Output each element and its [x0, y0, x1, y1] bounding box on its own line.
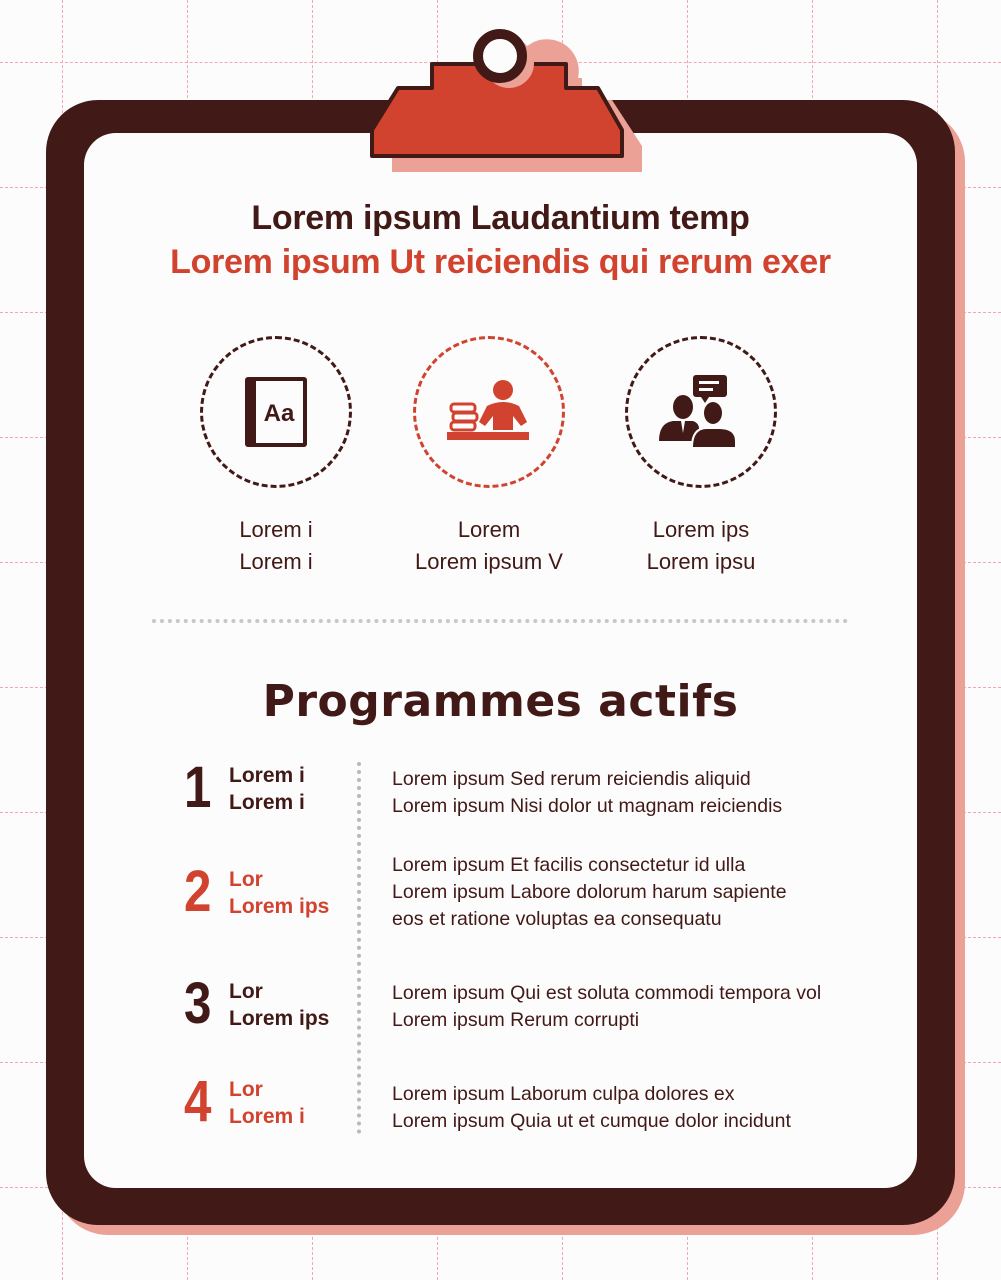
dictionary-book-icon	[243, 375, 309, 449]
program-description-line: Lorem ipsum Et facilis consectetur id ulla	[392, 854, 746, 876]
program-description-line: Lorem ipsum Laborum culpa dolores ex	[392, 1083, 735, 1105]
header-title: Lorem ipsum Laudantium temp	[251, 199, 750, 237]
program-name-line1: Lor	[229, 868, 263, 891]
program-description-line: Lorem ipsum Nisi dolor ut magnam reiciendis	[392, 795, 783, 817]
feature-item	[591, 336, 811, 578]
program-description-line: Lorem ipsum Rerum corrupti	[392, 1009, 640, 1031]
feature-label	[166, 514, 386, 578]
program-number: 3	[184, 971, 212, 1036]
svg-text:Aa: Aa	[263, 400, 295, 427]
dashed-ring	[413, 336, 565, 488]
program-name-line1: Lorem i	[229, 764, 305, 787]
program-description	[392, 980, 821, 1034]
program-name-line2: Lorem i	[229, 791, 305, 814]
program-name-line2: Lorem ips	[229, 1007, 330, 1030]
program-name	[229, 1076, 305, 1130]
feature-label	[591, 514, 811, 578]
program-description	[392, 766, 782, 820]
feature-label	[379, 514, 599, 578]
feature-label-line1: Lorem i	[239, 517, 313, 542]
feature-label-line1: Lorem ips	[652, 517, 750, 542]
conversation-people-icon	[659, 375, 743, 449]
programs-separator	[357, 762, 361, 1134]
program-description	[392, 1081, 791, 1135]
program-name-line1: Lor	[229, 1078, 263, 1101]
program-number: 4	[184, 1069, 212, 1134]
feature-label-line2: Lorem i	[239, 549, 313, 574]
feature-item	[166, 336, 386, 578]
program-description-line: Lorem ipsum Labore dolorum harum sapiente	[392, 881, 787, 903]
program-name	[229, 866, 329, 920]
program-name-line1: Lor	[229, 980, 263, 1003]
program-description-line: Lorem ipsum Qui est soluta commodi tempora vol	[392, 982, 822, 1004]
dashed-ring	[625, 336, 777, 488]
programs-title: Programmes actifs	[262, 676, 739, 727]
header-subtitle: Lorem ipsum Ut reiciendis qui rerum exer	[170, 243, 831, 281]
feature-label-line2: Lorem ipsu	[646, 549, 756, 574]
program-description-line: Lorem ipsum Quia ut et cumque dolor incidunt	[392, 1110, 791, 1132]
feature-item	[379, 336, 599, 578]
student-studying-icon	[447, 380, 531, 444]
program-name	[229, 978, 329, 1032]
program-name-line2: Lorem ips	[229, 895, 330, 918]
program-description-line: eos et ratione voluptas ea consequatu	[392, 908, 722, 930]
program-name-line2: Lorem i	[229, 1105, 305, 1128]
program-name	[229, 762, 305, 816]
program-number: 2	[184, 859, 212, 924]
clipboard-clip-icon	[364, 26, 644, 176]
program-description-line: Lorem ipsum Sed rerum reiciendis aliquid	[392, 768, 751, 790]
dashed-ring	[200, 336, 352, 488]
feature-label-line2: Lorem ipsum V	[415, 549, 563, 574]
feature-label-line1: Lorem	[457, 517, 521, 542]
program-number: 1	[184, 755, 212, 820]
section-divider	[152, 619, 848, 623]
program-description	[392, 852, 787, 933]
